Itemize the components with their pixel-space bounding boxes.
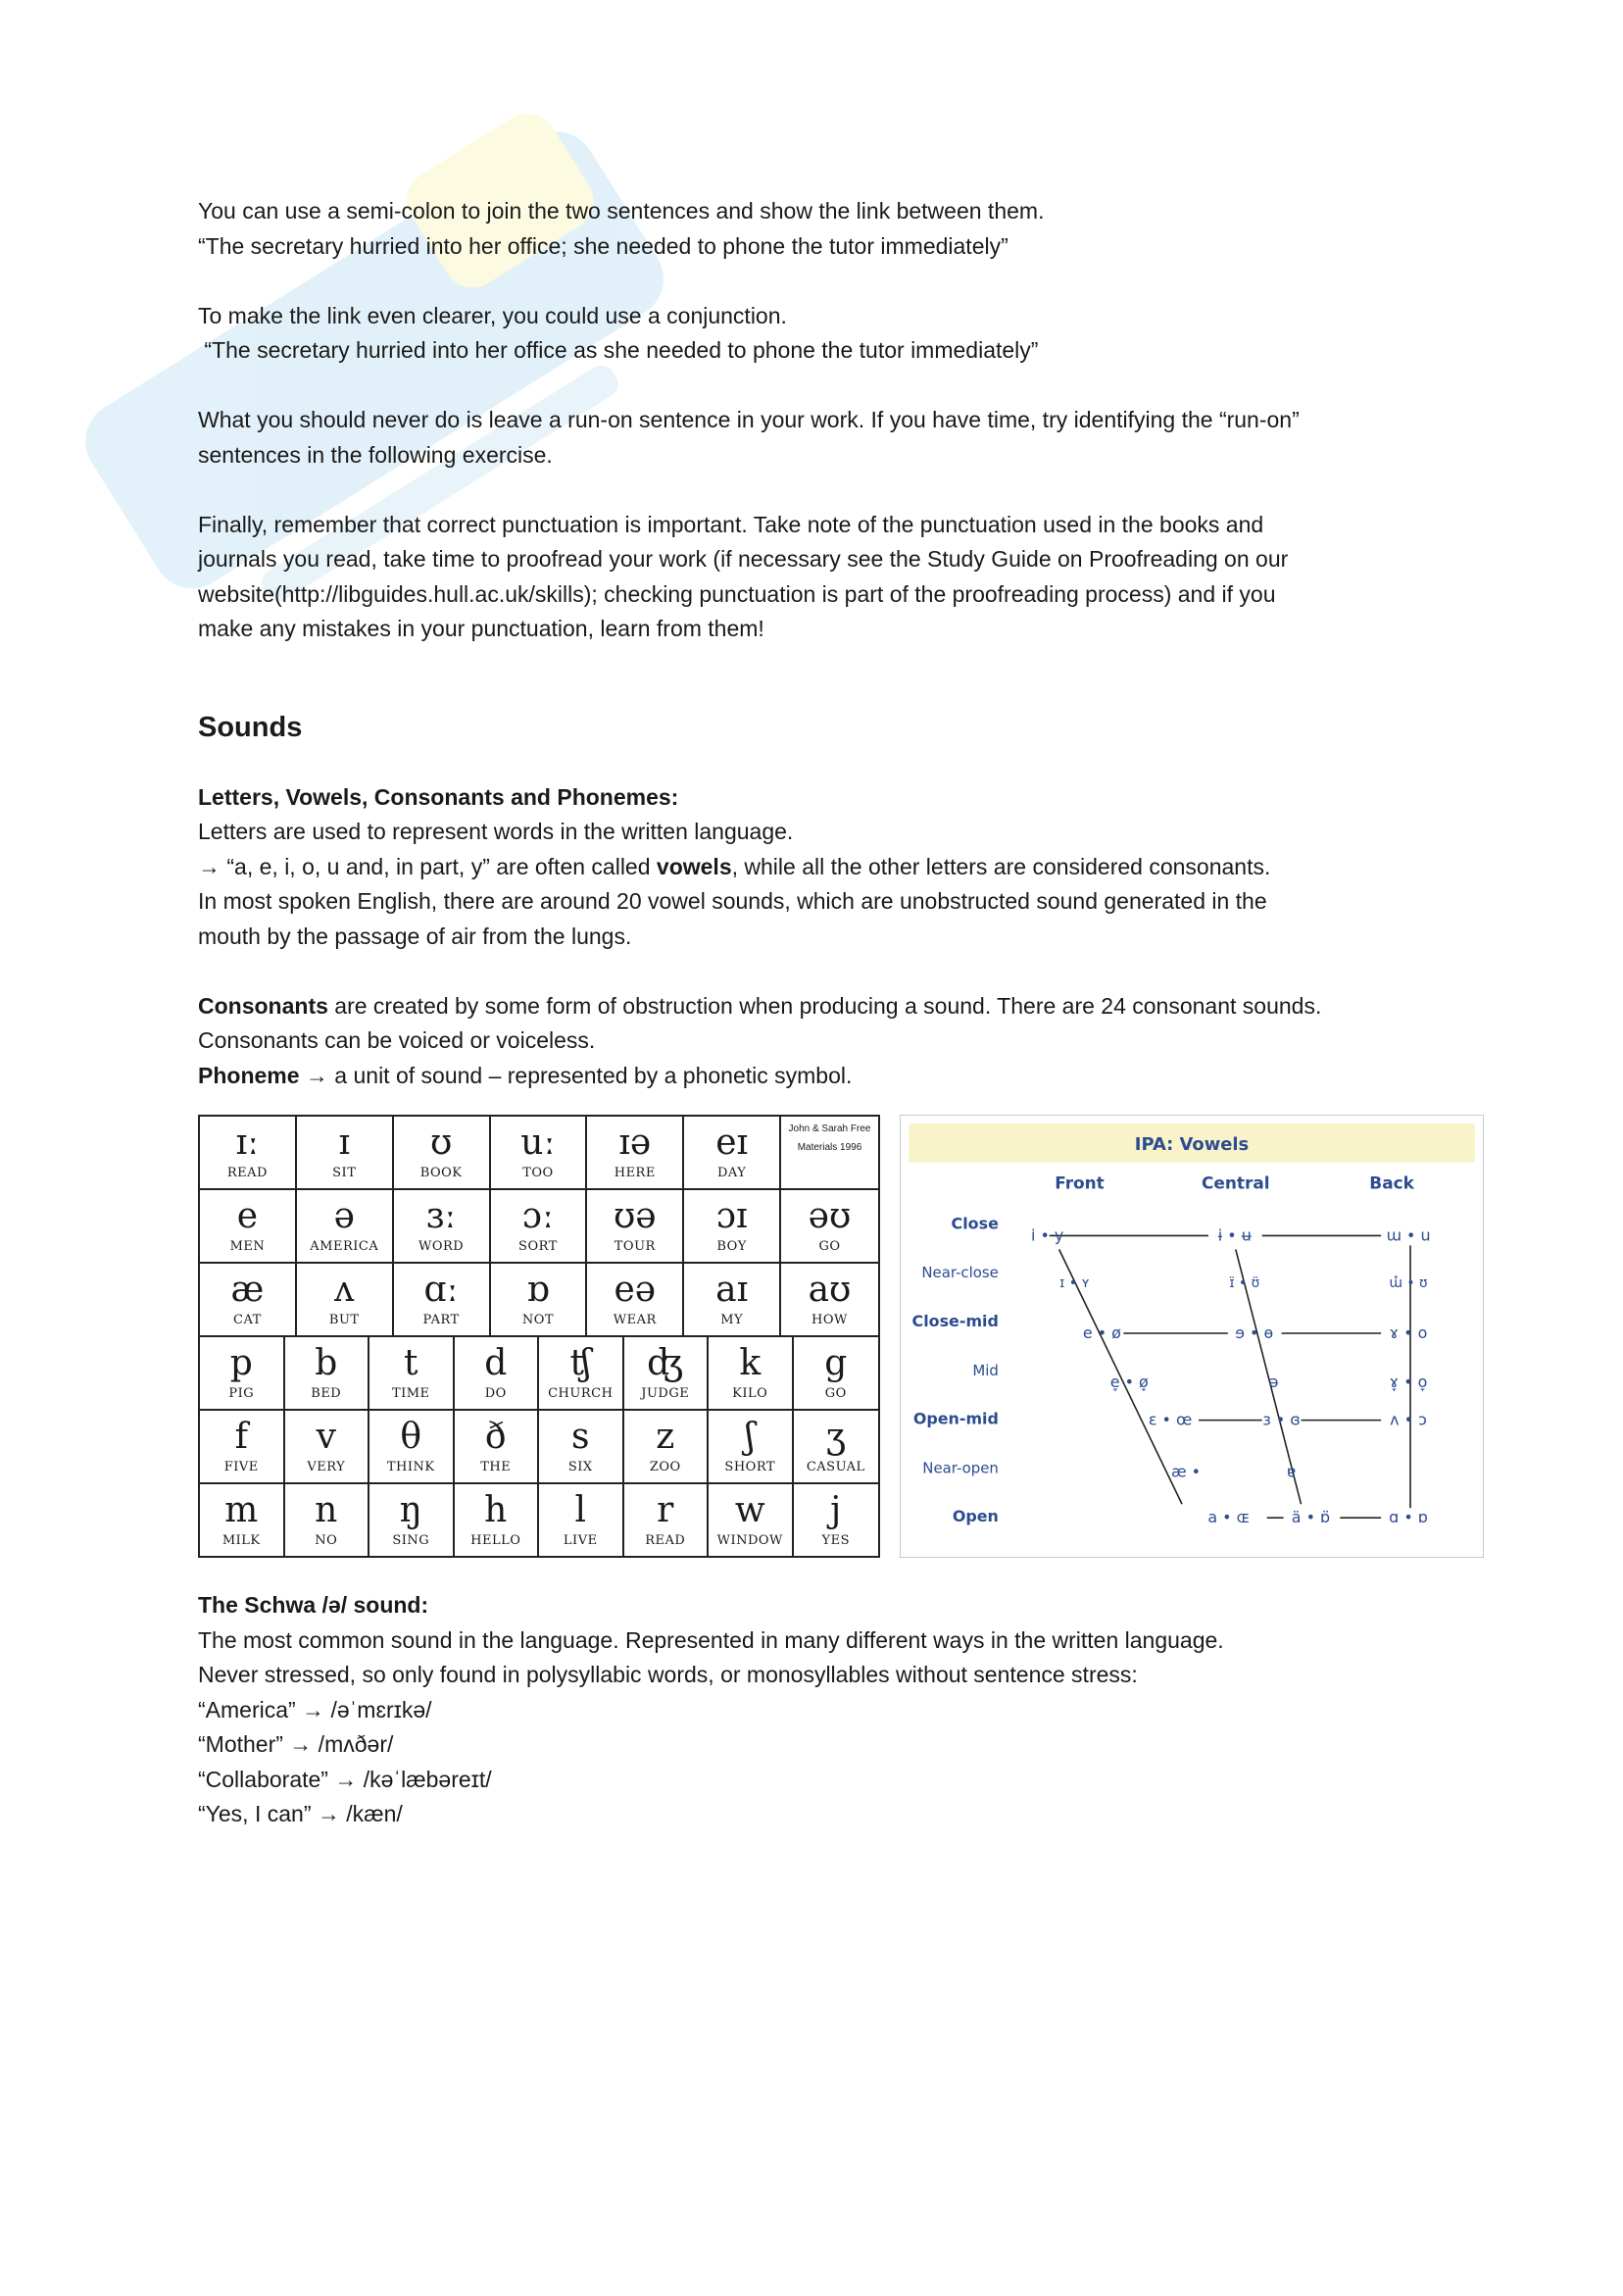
vowel-pair: ɐ (1286, 1462, 1297, 1481)
paragraph-line: What you should never do is leave a run-on sentence in your work. If you have time, try identifying the “run-on” (198, 407, 1300, 432)
emphasis: Phoneme (198, 1062, 300, 1088)
phoneme-symbol: j (830, 1490, 842, 1530)
paragraph-line: journals you read, take time to proofread your work (if necessary see the Study Guide on Proofreading on our (198, 546, 1289, 572)
phoneme-symbol: ʃ (745, 1417, 756, 1457)
phoneme-symbol: s (571, 1417, 590, 1457)
phoneme-word: WEAR (613, 1313, 657, 1327)
phoneme-symbol: aɪ (715, 1270, 749, 1310)
paragraph (198, 850, 1472, 885)
vowel-pair: ɨ • ʉ (1217, 1225, 1252, 1245)
phoneme-symbol: ʒ (825, 1417, 846, 1457)
phoneme-cell (285, 1484, 370, 1558)
phoneme-cell (200, 1264, 297, 1337)
phoneme-word: KILO (732, 1386, 768, 1401)
phoneme-cell (297, 1190, 394, 1264)
col-central: Central (1202, 1173, 1270, 1193)
phoneme-symbol: ʊ (429, 1123, 453, 1163)
phoneme-symbol: ɪə (618, 1123, 652, 1163)
phoneme-word: MEN (229, 1239, 266, 1254)
phoneme-symbol: g (824, 1343, 848, 1383)
phoneme-symbol: ð (484, 1417, 507, 1457)
vowel-pair: ɪ̈ • ʊ̈ (1229, 1275, 1260, 1292)
phoneme-word: BOY (716, 1239, 747, 1254)
paragraph-line: In most spoken English, there are around 20 vowel sounds, which are unobstructed sound generated in the (198, 888, 1267, 914)
phoneme-symbol: ə (333, 1196, 355, 1236)
vowel-pair: ɛ • œ (1148, 1410, 1193, 1429)
phoneme-symbol: n (315, 1490, 338, 1530)
phoneme-word: SIT (332, 1166, 357, 1180)
phoneme-cell (539, 1484, 624, 1558)
phoneme-cell (709, 1411, 794, 1484)
paragraph-line: website(http://libguides.hull.ac.uk/skills); checking punctuation is part of the proofreading process) and if you (198, 580, 1276, 607)
phoneme-cell (285, 1411, 370, 1484)
row-near-close: Near-close (921, 1264, 999, 1282)
row-open-mid: Open-mid (912, 1409, 999, 1428)
phoneme-cell (684, 1117, 781, 1190)
phoneme-cell (297, 1117, 394, 1190)
text: → “a, e, i, o, u and, in part, y” are often called (198, 853, 657, 879)
phoneme-symbol: uː (520, 1123, 556, 1163)
ipa-title: IPA: Vowels (1134, 1133, 1250, 1155)
phoneme-cell (709, 1337, 794, 1411)
phoneme-symbol: ŋ (399, 1490, 422, 1530)
phoneme-cell (455, 1337, 540, 1411)
phoneme-word: TIME (391, 1386, 430, 1401)
phoneme-symbol: p (229, 1343, 253, 1383)
phoneme-word: THE (480, 1460, 512, 1474)
phoneme-cell (684, 1264, 781, 1337)
vowel-pair: e • ø (1082, 1323, 1121, 1342)
phonemic-vowel-row (200, 1264, 878, 1337)
phoneme-word: CASUAL (806, 1460, 865, 1474)
phonemic-vowel-row (200, 1117, 878, 1190)
vowel-pair: i • y (1030, 1225, 1064, 1245)
phoneme-cell (587, 1190, 684, 1264)
phonemic-chart (198, 1115, 880, 1558)
phonemic-consonant-row (200, 1337, 878, 1411)
vowel-pair: ɪ • ʏ (1059, 1275, 1090, 1292)
ipa-vowel-chart (900, 1115, 1484, 1558)
phoneme-cell (200, 1337, 285, 1411)
phoneme-word: ZOO (649, 1460, 681, 1474)
phoneme-word: JUDGE (641, 1386, 690, 1401)
phoneme-word: THINK (386, 1460, 435, 1474)
phoneme-symbol: w (734, 1490, 765, 1530)
phonemic-vowel-row (200, 1190, 878, 1264)
phoneme-cell (394, 1264, 491, 1337)
phoneme-word: BUT (328, 1313, 360, 1327)
phoneme-symbol: f (234, 1417, 248, 1457)
phoneme-cell (394, 1117, 491, 1190)
phoneme-word: BED (311, 1386, 342, 1401)
paragraph: You can use a semi-colon to join the two sentences and show the link between them. (198, 198, 1045, 224)
phoneme-cell (491, 1190, 588, 1264)
example-sentence: “The secretary hurried into her office as she needed to phone the tutor immediately” (198, 337, 1039, 363)
paragraph: The most common sound in the language. Represented in many different ways in the written language. (198, 1626, 1224, 1653)
phoneme-symbol: ɒ (526, 1270, 550, 1310)
phoneme-symbol: eə (614, 1270, 657, 1310)
chart-credit: John & Sarah Free Materials 1996 (788, 1123, 871, 1153)
phoneme-symbol: θ (400, 1417, 422, 1457)
paragraph-line: make any mistakes in your punctuation, learn from them! (198, 616, 764, 641)
phoneme-symbol: aʊ (808, 1270, 852, 1310)
vowel-pair: ɘ • ɵ (1235, 1323, 1274, 1342)
phoneme-symbol: z (656, 1417, 675, 1457)
row-close-mid: Close-mid (911, 1312, 999, 1331)
phoneme-cell (455, 1411, 540, 1484)
phoneme-word: READ (226, 1166, 268, 1180)
phoneme-symbol: ɪː (235, 1123, 260, 1163)
phoneme-cell (369, 1484, 455, 1558)
phoneme-cell (200, 1190, 297, 1264)
phoneme-word: TOO (522, 1166, 554, 1180)
paragraph: Consonants can be voiced or voiceless. (198, 1027, 596, 1053)
figures-row (198, 1115, 1472, 1561)
phoneme-word: AMERICA (310, 1239, 379, 1254)
phoneme-word: CHURCH (548, 1386, 614, 1401)
chart-credit-cell (781, 1117, 878, 1190)
phoneme-word: CAT (233, 1313, 262, 1327)
phoneme-word: GO (818, 1239, 841, 1254)
phoneme-word: SORT (518, 1239, 558, 1254)
phoneme-symbol: ɪ (338, 1123, 351, 1163)
paragraph: Letters are used to represent words in the written language. (198, 819, 794, 844)
example-sentence: “The secretary hurried into her office; she needed to phone the tutor immediately” (198, 232, 1008, 259)
paragraph-line: mouth by the passage of air from the lungs. (198, 923, 632, 949)
phoneme-cell (200, 1484, 285, 1558)
phoneme-cell (624, 1411, 710, 1484)
phonemic-consonant-row (200, 1411, 878, 1484)
phoneme-symbol: ʊə (613, 1196, 657, 1236)
phoneme-symbol: b (315, 1343, 338, 1383)
phoneme-word: WORD (418, 1239, 465, 1254)
text: , while all the other letters are considered consonants. (731, 853, 1271, 879)
section-heading: Sounds (198, 711, 303, 743)
phoneme-word: HERE (614, 1166, 656, 1180)
phoneme-cell (491, 1117, 588, 1190)
phoneme-symbol: h (484, 1490, 508, 1530)
phoneme-word: NO (315, 1533, 338, 1548)
row-close: Close (951, 1214, 999, 1233)
phoneme-symbol: d (484, 1343, 508, 1383)
emphasis: Consonants (198, 992, 328, 1019)
phoneme-word: GO (824, 1386, 847, 1401)
phoneme-word: SING (392, 1533, 430, 1548)
phoneme-word: FIVE (223, 1460, 259, 1474)
vowel-pair: ə (1268, 1372, 1279, 1391)
vowel-pair: ɤ • o (1389, 1323, 1428, 1342)
page-content (198, 194, 1472, 1832)
phoneme-symbol: ɑː (423, 1270, 459, 1310)
phoneme-cell (794, 1484, 879, 1558)
row-near-open: Near-open (922, 1459, 999, 1477)
col-front: Front (1055, 1173, 1105, 1193)
phoneme-word: YES (821, 1533, 850, 1548)
paragraph (198, 989, 1472, 1024)
vowel-pair: æ • (1170, 1462, 1202, 1481)
vowel-pair: ɜ • ɞ (1262, 1410, 1301, 1429)
phoneme-word: READ (645, 1533, 686, 1548)
phoneme-symbol: m (224, 1490, 259, 1530)
text: are created by some form of obstruction when producing a sound. There are 24 consonant sounds. (327, 992, 1322, 1019)
phoneme-cell (624, 1337, 710, 1411)
phoneme-symbol: k (739, 1343, 762, 1383)
phoneme-cell (394, 1190, 491, 1264)
phoneme-cell (781, 1190, 878, 1264)
phoneme-cell (709, 1484, 794, 1558)
phoneme-symbol: ɜː (425, 1196, 457, 1236)
vowel-pair: ɯ • u (1386, 1225, 1431, 1245)
phoneme-word: LIVE (563, 1533, 598, 1548)
paragraph-line: Finally, remember that correct punctuation is important. Take note of the punctuation used in the books and (198, 511, 1264, 537)
phoneme-cell (539, 1411, 624, 1484)
paragraph: Never stressed, so only found in polysyllabic words, or monosyllables without sentence stress: (198, 1662, 1138, 1687)
phoneme-word: SHORT (724, 1460, 776, 1474)
paragraph-line: sentences in the following exercise. (198, 441, 553, 468)
phoneme-symbol: e (236, 1196, 259, 1236)
phoneme-word: BOOK (419, 1166, 463, 1180)
row-mid: Mid (972, 1361, 999, 1379)
phoneme-word: MILK (221, 1533, 261, 1548)
vowel-pair: ɤ̞ • o̞ (1389, 1372, 1428, 1391)
phoneme-word: DO (484, 1386, 507, 1401)
phoneme-symbol: ʌ (334, 1270, 355, 1310)
vowel-pair: a • ɶ (1207, 1508, 1251, 1527)
phoneme-cell (369, 1337, 455, 1411)
phoneme-cell (781, 1264, 878, 1337)
phoneme-cell (200, 1117, 297, 1190)
phoneme-symbol: ʤ (647, 1343, 684, 1383)
vowel-pair: e̞ • ø̞ (1109, 1372, 1149, 1391)
example-line: “Yes, I can” → /kæn/ (198, 1801, 403, 1826)
phoneme-cell (455, 1484, 540, 1558)
phoneme-symbol: æ (230, 1270, 265, 1310)
phoneme-symbol: l (574, 1490, 586, 1530)
example-line: “America” → /əˈmɛrɪkə/ (198, 1696, 432, 1722)
subheading: The Schwa /ə/ sound: (198, 1592, 429, 1618)
example-line: “Mother” → /mʌðər/ (198, 1731, 394, 1757)
phoneme-cell (624, 1484, 710, 1558)
row-open: Open (952, 1507, 999, 1526)
phoneme-word: WINDOW (716, 1533, 783, 1548)
phoneme-symbol: v (316, 1417, 336, 1457)
phoneme-word: HELLO (470, 1533, 521, 1548)
phoneme-word: TOUR (614, 1239, 656, 1254)
phoneme-word: NOT (521, 1313, 555, 1327)
text: → a unit of sound – represented by a phonetic symbol. (299, 1062, 853, 1088)
vowel-pair: ɑ • ɒ (1389, 1508, 1428, 1527)
phoneme-symbol: ɔɪ (715, 1196, 748, 1236)
col-back: Back (1369, 1173, 1414, 1193)
paragraph: To make the link even clearer, you could use a conjunction. (198, 302, 787, 328)
phoneme-cell (369, 1411, 455, 1484)
phoneme-cell (684, 1190, 781, 1264)
phoneme-word: HOW (812, 1313, 848, 1327)
phoneme-cell (297, 1264, 394, 1337)
phoneme-cell (200, 1411, 285, 1484)
vowel-pair: ɯ̽ • ʊ (1389, 1275, 1428, 1292)
phoneme-word: VERY (307, 1460, 346, 1474)
phoneme-cell (587, 1264, 684, 1337)
emphasis: vowels (656, 853, 732, 879)
phoneme-symbol: ɔː (521, 1196, 555, 1236)
phoneme-cell (794, 1337, 879, 1411)
example-line: “Collaborate” → /kəˈlæbəreɪt/ (198, 1766, 492, 1792)
phoneme-cell (794, 1411, 879, 1484)
phoneme-word: PART (422, 1313, 460, 1327)
vowel-pair: ä • ɒ̈ (1291, 1508, 1331, 1527)
phoneme-cell (285, 1337, 370, 1411)
phoneme-symbol: ʧ (569, 1343, 591, 1383)
subheading: Letters, Vowels, Consonants and Phonemes: (198, 783, 679, 810)
phoneme-cell (491, 1264, 588, 1337)
phoneme-word: SIX (567, 1460, 593, 1474)
phoneme-word: MY (720, 1313, 744, 1327)
paragraph (198, 1059, 1472, 1094)
phoneme-symbol: əʊ (808, 1196, 852, 1236)
phonemic-consonant-row (200, 1484, 878, 1558)
phoneme-cell (587, 1117, 684, 1190)
phoneme-word: PIG (228, 1386, 255, 1401)
phoneme-cell (539, 1337, 624, 1411)
phoneme-symbol: r (657, 1490, 674, 1530)
vowel-pair: ʌ • ɔ (1390, 1410, 1427, 1429)
phoneme-symbol: eɪ (715, 1123, 749, 1163)
phoneme-symbol: t (404, 1343, 418, 1383)
phoneme-word: DAY (716, 1166, 747, 1180)
